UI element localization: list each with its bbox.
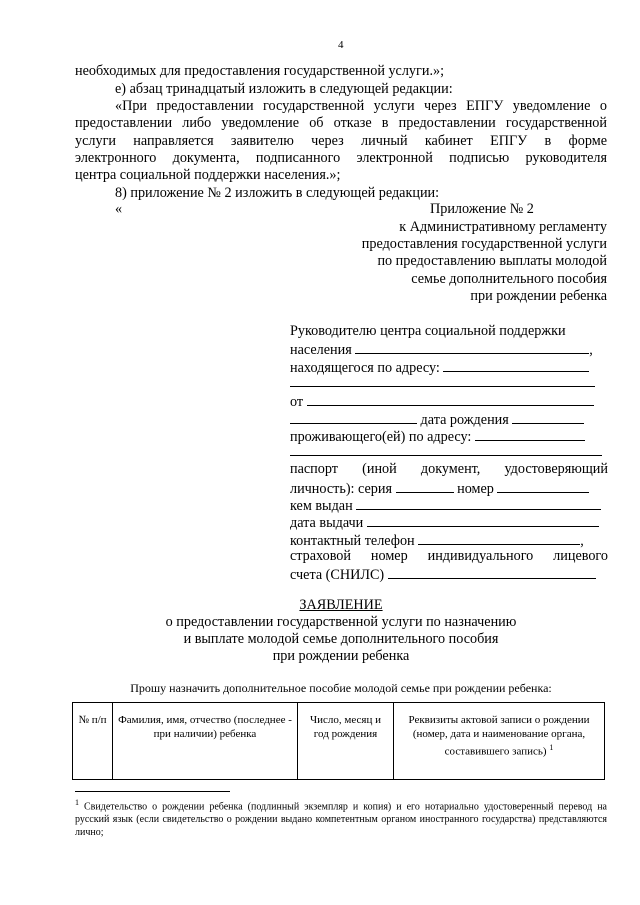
- quote-line-3: услуги направляется заявителю через личный кабинет ЕПГУ в форме: [75, 133, 607, 149]
- request-line: Прошу назначить дополнительное пособие молодой семье при рождении ребенка:: [130, 681, 552, 695]
- appendix-line-4: семье дополнительного пособия: [411, 271, 607, 287]
- body-line-1: необходимых для предоставления государственной услуги.»;: [75, 63, 445, 79]
- quote-line-5: центра социальной поддержки населения.»;: [75, 167, 341, 183]
- birth-date-label: дата рождения: [420, 412, 509, 428]
- birth-date-field[interactable]: [512, 410, 584, 424]
- from-field[interactable]: [307, 392, 594, 406]
- located-field[interactable]: [443, 358, 589, 372]
- issued-by-label: кем выдан: [290, 498, 353, 514]
- passport-line: паспорт (иной документ, удостоверяющий: [290, 461, 608, 477]
- children-table: [72, 702, 605, 780]
- open-quote: «: [115, 201, 123, 217]
- addressee-head: Руководителю центра социальной поддержки: [290, 323, 566, 339]
- page-number: 4: [338, 39, 344, 51]
- col-name-header: Фамилия, имя, отчество (последнее - при наличии) ребенка: [113, 703, 298, 780]
- population-label: населения: [290, 342, 352, 358]
- comma: ,: [580, 533, 584, 549]
- number-label: номер: [457, 481, 494, 497]
- issue-date-row: [290, 513, 599, 532]
- issue-date-field[interactable]: [367, 513, 599, 527]
- col-birth-header: Число, месяц и год рождения: [298, 703, 394, 780]
- table-header-row: [73, 703, 605, 780]
- series-field[interactable]: [396, 479, 454, 493]
- footnote-separator: [75, 791, 230, 792]
- series-label: личность): серия: [290, 481, 393, 497]
- population-field[interactable]: [355, 340, 589, 354]
- residing-line-field[interactable]: [290, 455, 602, 456]
- item-e: е) абзац тринадцатый изложить в следующей редакции:: [115, 81, 453, 97]
- footnote-ref: 1: [549, 743, 554, 752]
- snils-label: счета (СНИЛС): [290, 567, 385, 583]
- appendix-line-1: к Административному регламенту: [399, 219, 607, 235]
- name-continuation-field[interactable]: [290, 410, 417, 424]
- col-record-header: [394, 703, 605, 780]
- appendix-line-2: предоставления государственной услуги: [361, 236, 607, 252]
- snils-line-1: страховой номер индивидуального лицевого: [290, 548, 608, 564]
- quote-line-4: электронного документа, подписанного электронной подписью руководителя: [75, 150, 607, 166]
- footnote-mark: 1: [75, 798, 79, 807]
- statement-subtitle-1: о предоставлении государственной услуги по назначению: [165, 614, 517, 630]
- footnote-text: Свидетельство о рождении ребенка (подлинный экземпляр и копия) и его нотариально удостоверенный перевод на русский язык (если свидетельство о рождении выдано компетентным органом иностранного государства) представляются лично;: [75, 801, 607, 839]
- col-number-header: № п/п: [73, 703, 113, 780]
- residing-row: [290, 427, 585, 446]
- quote-line-2: предоставлении либо уведомление об отказе в предоставлении государственной: [75, 115, 607, 131]
- residing-label: проживающего(ей) по адресу:: [290, 429, 472, 445]
- located-row: [290, 358, 589, 377]
- from-label: от: [290, 394, 304, 410]
- address-line-field[interactable]: [290, 386, 595, 387]
- footnote: [75, 796, 607, 839]
- snils-row: [290, 565, 596, 584]
- appendix-title: Приложение № 2: [430, 201, 534, 217]
- number-field[interactable]: [497, 479, 589, 493]
- from-row: [290, 392, 594, 411]
- snils-field[interactable]: [388, 565, 596, 579]
- appendix-line-5: при рождении ребенка: [470, 288, 607, 304]
- statement-title-text: ЗАЯВЛЕНИЕ: [299, 597, 383, 613]
- statement-subtitle-2: и выплате молодой семье дополнительного пособия: [183, 631, 499, 647]
- comma: ,: [589, 342, 593, 358]
- issued-by-field[interactable]: [356, 496, 601, 510]
- col-record-text: Реквизиты актовой записи о рождении (номер, дата и наименование органа, составившего запись): [408, 714, 590, 758]
- statement-title: [75, 597, 607, 614]
- phone-field[interactable]: [418, 531, 580, 545]
- issue-date-label: дата выдачи: [290, 515, 364, 531]
- residing-field[interactable]: [475, 427, 585, 441]
- statement-subtitle-3: при рождении ребенка: [272, 648, 410, 664]
- phone-label: контактный телефон: [290, 533, 415, 549]
- quote-line-1: «При предоставлении государственной услуги через ЕПГУ уведомление о: [115, 98, 607, 114]
- appendix-line-3: по предоставлению выплаты молодой: [377, 253, 607, 269]
- located-label: находящегося по адресу:: [290, 360, 440, 376]
- addressee-population-row: [290, 340, 593, 359]
- item-8: 8) приложение № 2 изложить в следующей редакции:: [115, 185, 440, 201]
